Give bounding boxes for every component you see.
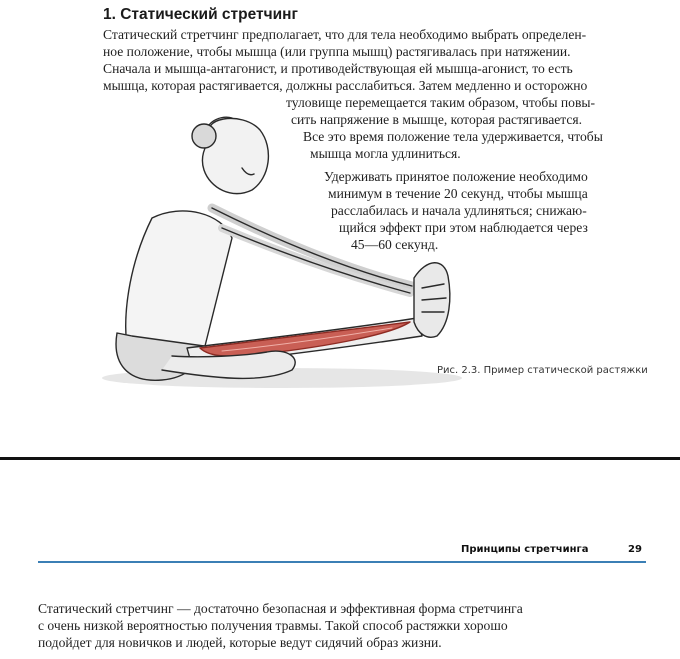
- figure-caption: Рис. 2.3. Пример статической растяжки: [437, 365, 648, 376]
- paragraph-line: 45—60 секунд.: [351, 237, 439, 252]
- running-title: Принципы стретчинга: [461, 544, 589, 555]
- section-heading: 1. Статический стретчинг: [103, 6, 298, 23]
- paragraph-line: Удерживать принятое положение необходимо: [324, 169, 588, 184]
- paragraph-line: щийся эффект при этом наблюдается через: [339, 220, 588, 235]
- paragraph-line: туловище перемещается таким образом, чтобы повы-: [286, 95, 596, 110]
- paragraph-line: расслабилась и начала удлиняться; снижаю-: [331, 203, 587, 218]
- paragraph-line: мышца могла удлиниться.: [310, 146, 461, 161]
- paragraph-line: Все это время положение тела удерживается, чтобы: [303, 129, 603, 144]
- paragraph-line: Статический стретчинг предполагает, что для тела необходимо выбрать определен-: [103, 27, 587, 42]
- paragraph-line: ное положение, чтобы мышца (или группа мышц) растягивалась при натяжении.: [103, 44, 571, 59]
- paragraph-line: Статический стретчинг — достаточно безопасная и эффективная форма стретчинга: [38, 601, 523, 616]
- paragraph-line: мышца, которая растягивается, должны расслабиться. Затем медленно и осторожно: [103, 78, 588, 93]
- stretch-illustration: [92, 108, 482, 400]
- paragraph-line: минимум в течение 20 секунд, чтобы мышца: [328, 186, 588, 201]
- paragraph-line: Сначала и мышца-антагонист, и противодействующая ей мышца-агонист, то есть: [103, 61, 573, 76]
- page-number: 29: [628, 544, 642, 555]
- paragraph-line: сить напряжение в мышце, которая растягивается.: [291, 112, 583, 127]
- paragraph-line: с очень низкой вероятностью получения травмы. Такой способ растяжки хорошо: [38, 618, 508, 633]
- header-rule: [38, 561, 646, 563]
- page-divider: [0, 457, 680, 460]
- paragraph-line: подойдет для новичков и людей, которые ведут сидячий образ жизни.: [38, 635, 442, 650]
